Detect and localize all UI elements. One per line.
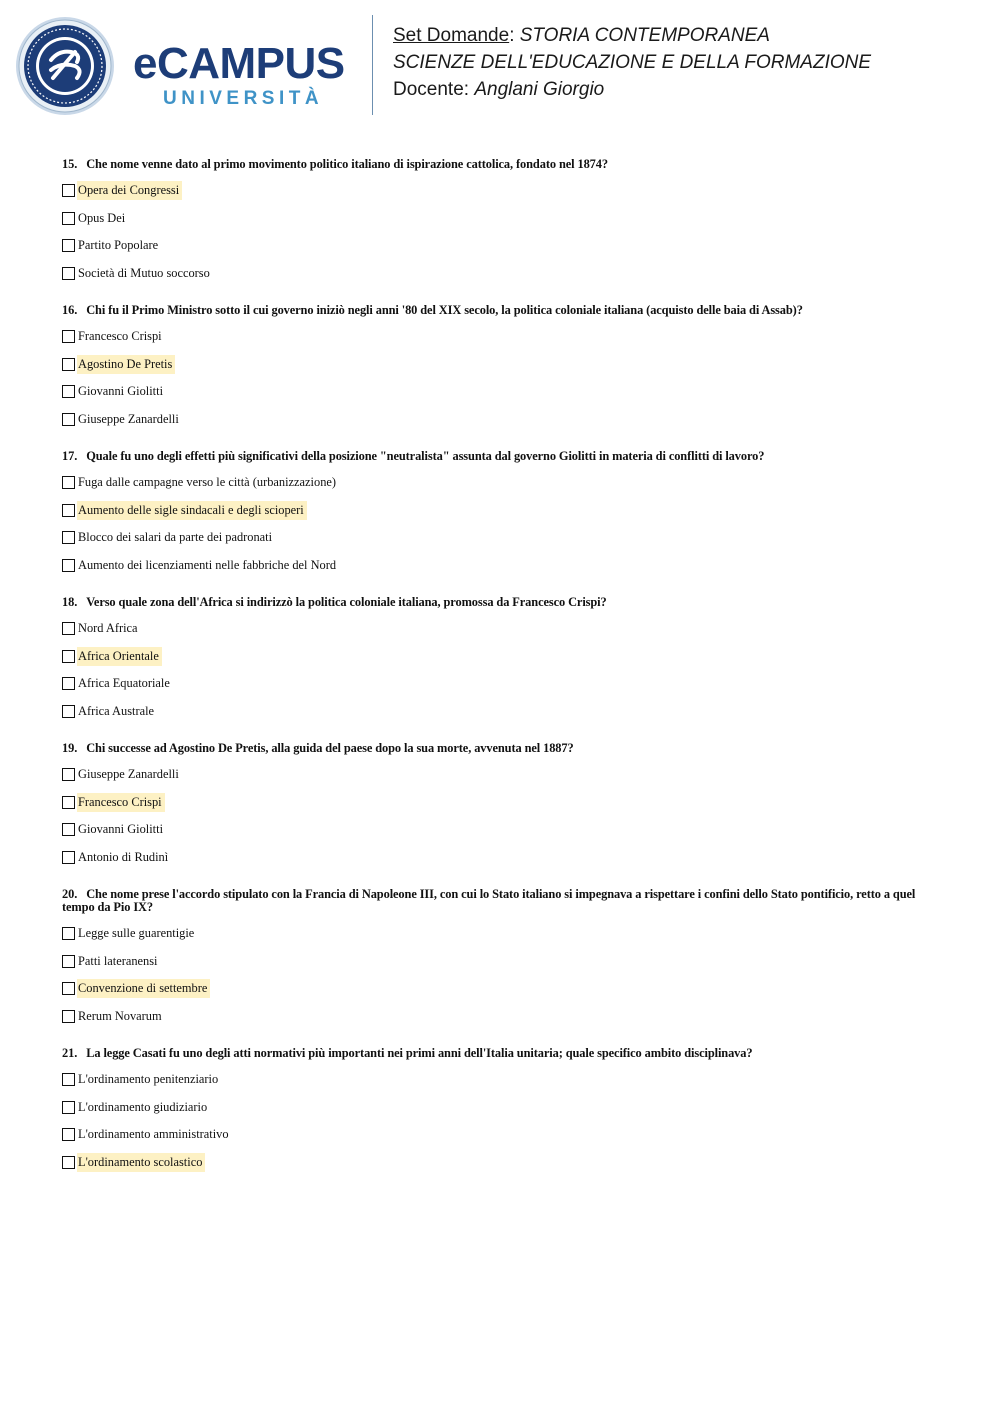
answer-checkbox[interactable]	[62, 796, 75, 809]
answer-checkbox[interactable]	[62, 927, 75, 940]
answer-checkbox[interactable]	[62, 768, 75, 781]
question-item	[62, 596, 942, 725]
teacher-name: Anglani Giorgio	[474, 79, 605, 100]
answer-label: Legge sulle guarentigie	[78, 926, 195, 941]
answer-label: Giovanni Giolitti	[78, 384, 164, 399]
question-label: Quale fu uno degli effetti più significativi della posizione "neutralista" assunta dal governo Giolitti in materia di conflitti di lavoro?	[86, 449, 765, 463]
question-number: 19.	[62, 741, 78, 755]
answer-label: Blocco dei salari da parte dei padronati	[78, 530, 273, 545]
set-label: Set Domande	[393, 25, 510, 46]
answer-checkbox[interactable]	[62, 677, 75, 690]
course-name: SCIENZE DELL'EDUCAZIONE E DELLA FORMAZIONE	[393, 52, 872, 73]
question-item	[62, 888, 942, 1030]
answer-label: Opus Dei	[78, 210, 126, 225]
answer-option[interactable]	[62, 920, 942, 948]
subject-name: STORIA CONTEMPORANEA	[519, 25, 770, 46]
question-number: 16.	[62, 303, 78, 317]
answer-label-highlighted: Opera dei Congressi	[77, 181, 182, 200]
answer-option[interactable]	[62, 844, 942, 872]
set-colon: :	[509, 25, 515, 46]
question-list	[62, 158, 942, 1193]
answer-label: Giuseppe Zanardelli	[78, 767, 179, 782]
answer-option[interactable]	[62, 406, 942, 434]
answer-label-highlighted: Francesco Crispi	[77, 793, 165, 812]
answer-label: Nord Africa	[78, 621, 138, 636]
answer-label: L'ordinamento amministrativo	[78, 1127, 229, 1142]
question-text	[62, 1047, 942, 1060]
answer-label-highlighted: Convenzione di settembre	[77, 979, 210, 998]
answer-checkbox[interactable]	[62, 705, 75, 718]
answer-option[interactable]	[62, 260, 942, 288]
question-text	[62, 158, 942, 171]
answer-checkbox[interactable]	[62, 267, 75, 280]
brand-subtitle: UNIVERSITÀ	[163, 88, 324, 109]
answer-label: Francesco Crispi	[78, 329, 162, 344]
question-label: Chi fu il Primo Ministro sotto il cui governo iniziò negli anni '80 del XIX secolo, la politica coloniale italiana (acquisto delle baia di Assab)?	[86, 303, 803, 317]
answer-checkbox[interactable]	[62, 413, 75, 426]
answer-checkbox[interactable]	[62, 184, 75, 197]
teacher-line	[393, 76, 871, 103]
answer-option[interactable]	[62, 177, 942, 205]
answer-option[interactable]	[62, 469, 942, 497]
answer-checkbox[interactable]	[62, 559, 75, 572]
answer-checkbox[interactable]	[62, 851, 75, 864]
answer-option[interactable]	[62, 1094, 942, 1122]
answer-checkbox[interactable]	[62, 239, 75, 252]
answer-option[interactable]	[62, 378, 942, 406]
answer-label-highlighted: Africa Orientale	[77, 647, 162, 666]
answer-option[interactable]	[62, 232, 942, 260]
answer-label: Fuga dalle campagne verso le città (urbanizzazione)	[78, 475, 337, 490]
question-number: 20.	[62, 887, 78, 901]
answer-checkbox[interactable]	[62, 1156, 75, 1169]
answer-option[interactable]	[62, 615, 942, 643]
answer-label: Patti lateranensi	[78, 953, 158, 968]
answer-checkbox[interactable]	[62, 955, 75, 968]
question-number: 15.	[62, 157, 78, 171]
answer-label: Antonio di Rudinì	[78, 849, 169, 864]
set-title-line	[393, 22, 871, 49]
answer-checkbox[interactable]	[62, 358, 75, 371]
question-item	[62, 158, 942, 287]
answer-option[interactable]	[62, 1003, 942, 1031]
answer-label: Giovanni Giolitti	[78, 822, 164, 837]
answer-option[interactable]	[62, 948, 942, 976]
answer-checkbox[interactable]	[62, 1101, 75, 1114]
answer-checkbox[interactable]	[62, 531, 75, 544]
answer-checkbox[interactable]	[62, 1010, 75, 1023]
question-item	[62, 450, 942, 579]
question-text	[62, 596, 942, 609]
answer-label: Partito Popolare	[78, 238, 159, 253]
question-text	[62, 742, 942, 755]
answer-option[interactable]	[62, 1149, 942, 1177]
answer-checkbox[interactable]	[62, 650, 75, 663]
answer-label: Africa Equatoriale	[78, 676, 170, 691]
brand-name: eCAMPUS	[133, 39, 345, 88]
question-label: Che nome venne dato al primo movimento politico italiano di ispirazione cattolica, fondato nel 1874?	[86, 157, 608, 171]
answer-checkbox[interactable]	[62, 476, 75, 489]
ecampus-wordmark	[133, 40, 358, 110]
answer-checkbox[interactable]	[62, 982, 75, 995]
answer-option[interactable]	[62, 1121, 942, 1149]
answer-option[interactable]	[62, 497, 942, 525]
question-text	[62, 888, 942, 914]
header-divider	[372, 15, 373, 115]
answer-checkbox[interactable]	[62, 385, 75, 398]
answer-option[interactable]	[62, 643, 942, 671]
answer-label: Società di Mutuo soccorso	[78, 265, 210, 280]
answer-label-highlighted: Aumento delle sigle sindacali e degli scioperi	[77, 501, 307, 520]
answer-label: Rerum Novarum	[78, 1008, 162, 1023]
answer-label: Giuseppe Zanardelli	[78, 411, 179, 426]
answer-label: L'ordinamento giudiziario	[78, 1099, 208, 1114]
answer-option[interactable]	[62, 761, 942, 789]
question-label: Chi successe ad Agostino De Pretis, alla guida del paese dopo la sua morte, avvenuta nel 1887?	[86, 741, 574, 755]
teacher-label: Docente:	[393, 79, 470, 100]
question-number: 21.	[62, 1046, 78, 1060]
question-text	[62, 450, 942, 463]
answer-option[interactable]	[62, 816, 942, 844]
answer-option[interactable]	[62, 698, 942, 726]
answer-label-highlighted: L'ordinamento scolastico	[77, 1153, 205, 1172]
question-number: 18.	[62, 595, 78, 609]
question-label: La legge Casati fu uno degli atti normativi più importanti nei primi anni dell'Italia unitaria; quale specifico ambito disciplinava?	[86, 1046, 753, 1060]
answer-checkbox[interactable]	[62, 212, 75, 225]
question-number: 17.	[62, 449, 78, 463]
question-label: Che nome prese l'accordo stipulato con la Francia di Napoleone III, con cui lo Stato italiano si impegnava a rispettare i confini dello Stato pontificio, retto a quel tempo da Pio IX?	[62, 887, 916, 914]
answer-label-highlighted: Agostino De Pretis	[77, 355, 175, 374]
answer-option[interactable]	[62, 670, 942, 698]
answer-label: Aumento dei licenziamenti nelle fabbriche del Nord	[78, 557, 337, 572]
question-label: Verso quale zona dell'Africa si indirizzò la politica coloniale italiana, promossa da Francesco Crispi?	[86, 595, 607, 609]
answer-option[interactable]	[62, 975, 942, 1003]
question-item	[62, 742, 942, 871]
question-item	[62, 304, 942, 433]
answer-option[interactable]	[62, 351, 942, 379]
answer-label: L'ordinamento penitenziario	[78, 1072, 219, 1087]
answer-option[interactable]	[62, 552, 942, 580]
answer-checkbox[interactable]	[62, 823, 75, 836]
set-info	[393, 22, 871, 103]
answer-checkbox[interactable]	[62, 622, 75, 635]
question-item	[62, 1047, 942, 1176]
answer-checkbox[interactable]	[62, 330, 75, 343]
answer-option[interactable]	[62, 524, 942, 552]
question-text	[62, 304, 942, 317]
answer-checkbox[interactable]	[62, 504, 75, 517]
document-header	[0, 0, 1000, 130]
answer-checkbox[interactable]	[62, 1073, 75, 1086]
answer-option[interactable]	[62, 789, 942, 817]
answer-option[interactable]	[62, 1066, 942, 1094]
ecampus-seal-logo	[15, 16, 115, 116]
answer-checkbox[interactable]	[62, 1128, 75, 1141]
answer-option[interactable]	[62, 205, 942, 233]
answer-label: Africa Australe	[78, 703, 155, 718]
answer-option[interactable]	[62, 323, 942, 351]
